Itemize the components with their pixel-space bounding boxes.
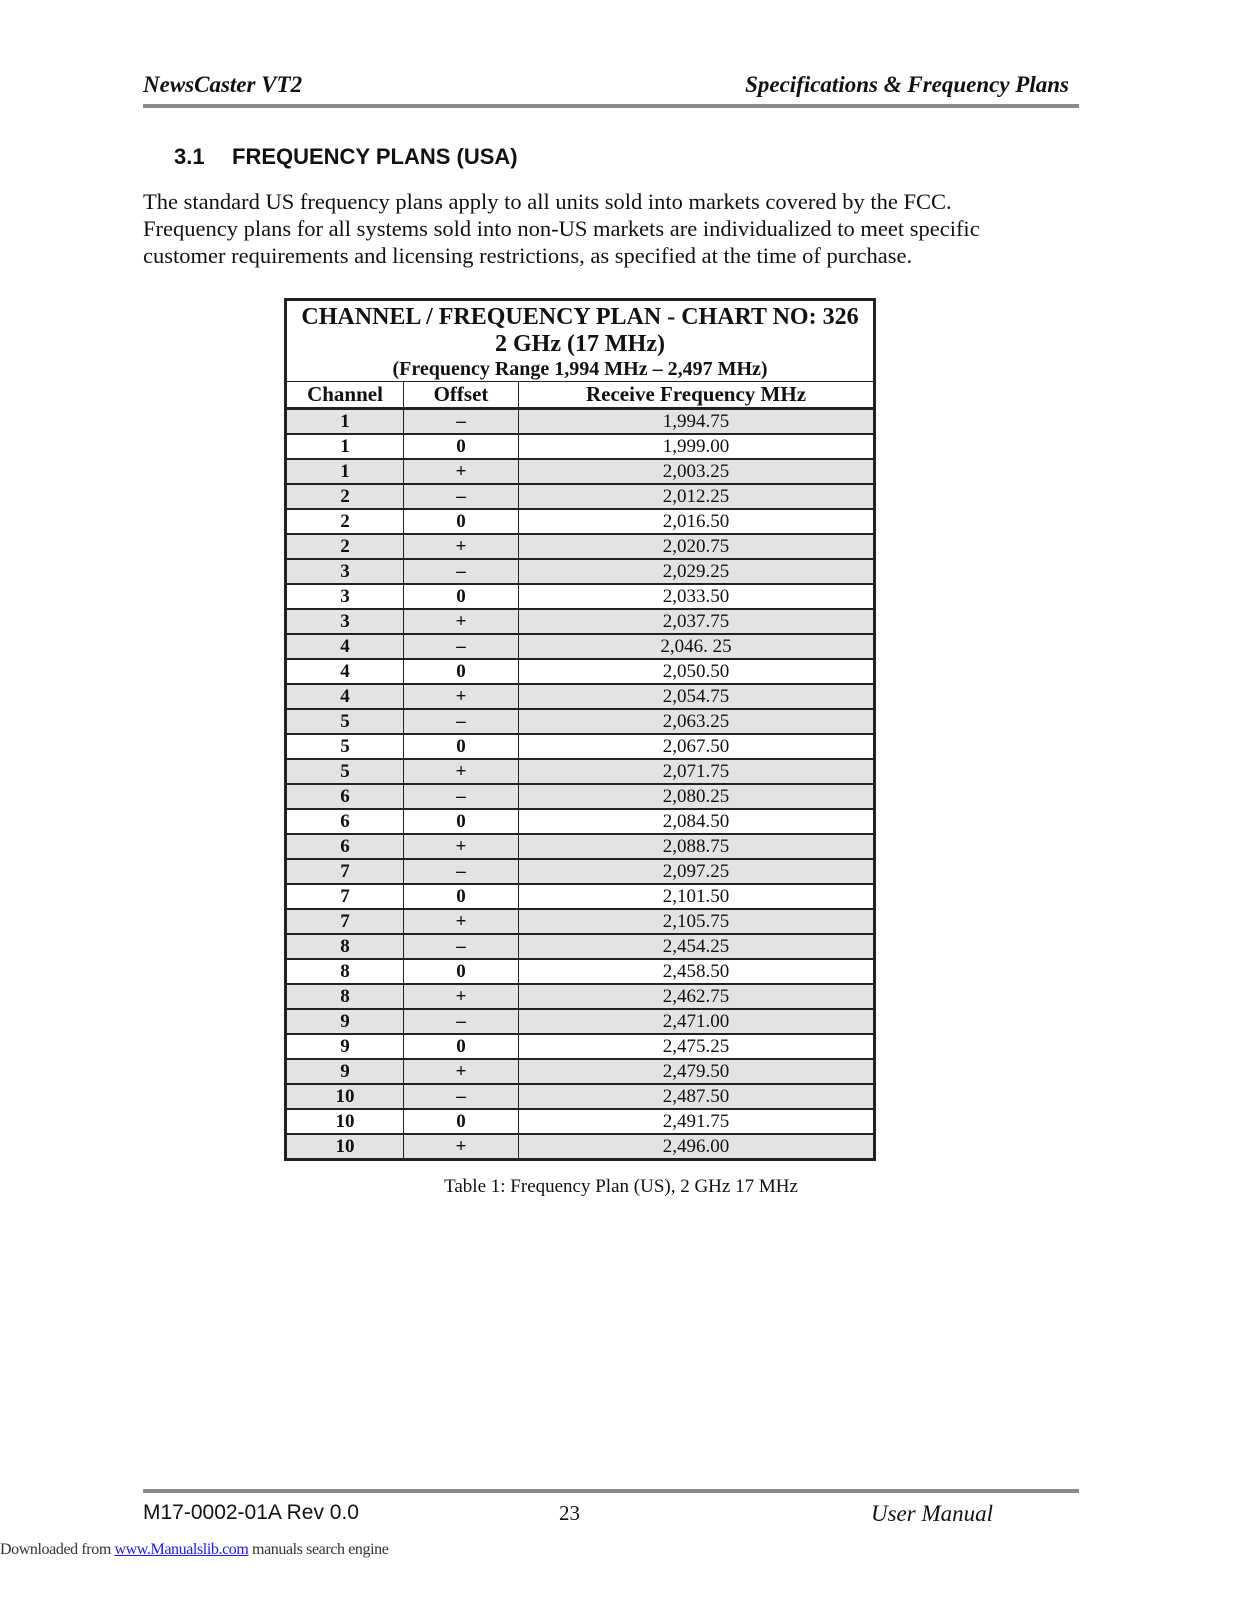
- cell-channel: 6: [286, 809, 404, 834]
- cell-receive-frequency: 2,475.25: [519, 1034, 875, 1059]
- cell-receive-frequency: 2,080.25: [519, 784, 875, 809]
- table-row: [286, 409, 875, 435]
- table-row: [286, 534, 875, 559]
- cell-offset: 0: [404, 1109, 519, 1134]
- cell-channel: 10: [286, 1109, 404, 1134]
- cell-receive-frequency: 2,487.50: [519, 1084, 875, 1109]
- cell-channel: 3: [286, 584, 404, 609]
- footer-document-type: User Manual: [871, 1501, 994, 1526]
- cell-offset: 0: [404, 659, 519, 684]
- cell-receive-frequency: 2,012.25: [519, 484, 875, 509]
- table-subtitle: 2 GHz (17 MHz): [495, 331, 665, 357]
- cell-offset: 0: [404, 959, 519, 984]
- cell-offset: +: [404, 609, 519, 634]
- intro-line: customer requirements and licensing restrictions, as specified at the time of purchase.: [143, 243, 913, 268]
- cell-offset: –: [404, 409, 519, 435]
- cell-channel: 8: [286, 959, 404, 984]
- cell-receive-frequency: 2,084.50: [519, 809, 875, 834]
- cell-offset: 0: [404, 884, 519, 909]
- table-frequency-range: (Frequency Range 1,994 MHz – 2,497 MHz): [392, 358, 768, 380]
- cell-receive-frequency: 2,458.50: [519, 959, 875, 984]
- cell-channel: 1: [286, 434, 404, 459]
- download-note-prefix: Downloaded from: [0, 1541, 115, 1558]
- table-body: [286, 409, 875, 1160]
- cell-channel: 1: [286, 459, 404, 484]
- cell-channel: 2: [286, 534, 404, 559]
- table-row: [286, 1134, 875, 1160]
- table-row: [286, 609, 875, 634]
- section-heading: [174, 144, 518, 170]
- page-footer: [143, 1489, 1079, 1543]
- cell-receive-frequency: 2,037.75: [519, 609, 875, 634]
- cell-receive-frequency: 2,020.75: [519, 534, 875, 559]
- table-row: [286, 959, 875, 984]
- cell-offset: –: [404, 784, 519, 809]
- table-row: [286, 634, 875, 659]
- download-note-suffix: manuals search engine: [248, 1541, 389, 1558]
- cell-receive-frequency: 2,016.50: [519, 509, 875, 534]
- intro-paragraph: [143, 188, 1083, 269]
- cell-offset: +: [404, 459, 519, 484]
- cell-offset: 0: [404, 809, 519, 834]
- cell-channel: 7: [286, 859, 404, 884]
- cell-offset: –: [404, 859, 519, 884]
- cell-channel: 2: [286, 484, 404, 509]
- cell-receive-frequency: 2,029.25: [519, 559, 875, 584]
- table-row: [286, 584, 875, 609]
- cell-channel: 8: [286, 934, 404, 959]
- cell-receive-frequency: 2,101.50: [519, 884, 875, 909]
- table-row: [286, 734, 875, 759]
- table-row: [286, 459, 875, 484]
- table-row: [286, 434, 875, 459]
- table-row: [286, 834, 875, 859]
- cell-channel: 5: [286, 759, 404, 784]
- table-row: [286, 1109, 875, 1134]
- table-title: CHANNEL / FREQUENCY PLAN - CHART NO: 326: [301, 304, 859, 330]
- cell-channel: 7: [286, 884, 404, 909]
- cell-receive-frequency: 2,471.00: [519, 1009, 875, 1034]
- cell-offset: +: [404, 984, 519, 1009]
- cell-offset: 0: [404, 584, 519, 609]
- cell-receive-frequency: 2,496.00: [519, 1134, 875, 1160]
- section-title: FREQUENCY PLANS (USA): [232, 144, 518, 169]
- table-row: [286, 934, 875, 959]
- table-row: [286, 884, 875, 909]
- cell-offset: +: [404, 834, 519, 859]
- cell-receive-frequency: 2,033.50: [519, 584, 875, 609]
- download-note: [0, 1541, 388, 1559]
- table-row: [286, 709, 875, 734]
- table-row: [286, 1009, 875, 1034]
- cell-channel: 5: [286, 734, 404, 759]
- cell-offset: 0: [404, 1034, 519, 1059]
- intro-line: The standard US frequency plans apply to all units sold into markets covered by the FCC.: [143, 189, 952, 214]
- cell-channel: 9: [286, 1059, 404, 1084]
- cell-receive-frequency: 2,479.50: [519, 1059, 875, 1084]
- intro-line: Frequency plans for all systems sold into non-US markets are individualized to meet specific: [143, 216, 980, 241]
- cell-channel: 8: [286, 984, 404, 1009]
- cell-channel: 6: [286, 784, 404, 809]
- cell-channel: 7: [286, 909, 404, 934]
- table-row: [286, 809, 875, 834]
- cell-channel: 10: [286, 1134, 404, 1160]
- table-row: [286, 1059, 875, 1084]
- cell-channel: 4: [286, 659, 404, 684]
- frequency-plan-table: [284, 298, 876, 1161]
- section-number: 3.1: [174, 144, 205, 169]
- cell-receive-frequency: 2,046. 25: [519, 634, 875, 659]
- page-header: [143, 70, 1079, 108]
- cell-offset: +: [404, 534, 519, 559]
- table-row: [286, 759, 875, 784]
- column-header-channel: Channel: [286, 382, 404, 409]
- cell-receive-frequency: 2,105.75: [519, 909, 875, 934]
- table-row: [286, 1084, 875, 1109]
- header-section-name: Specifications & Frequency Plans: [745, 72, 1069, 97]
- column-header-receive-frequency: Receive Frequency MHz: [519, 382, 875, 409]
- cell-channel: 1: [286, 409, 404, 435]
- cell-channel: 4: [286, 634, 404, 659]
- cell-offset: –: [404, 559, 519, 584]
- table-title-cell: [286, 300, 875, 382]
- cell-channel: 9: [286, 1034, 404, 1059]
- cell-offset: –: [404, 709, 519, 734]
- table-row: [286, 984, 875, 1009]
- cell-channel: 4: [286, 684, 404, 709]
- cell-receive-frequency: 1,994.75: [519, 409, 875, 435]
- cell-offset: +: [404, 759, 519, 784]
- table-row: [286, 909, 875, 934]
- table-caption: Table 1: Frequency Plan (US), 2 GHz 17 MHz: [444, 1176, 798, 1197]
- table-row: [286, 484, 875, 509]
- cell-channel: 2: [286, 509, 404, 534]
- cell-channel: 9: [286, 1009, 404, 1034]
- table-row: [286, 784, 875, 809]
- cell-offset: +: [404, 1134, 519, 1160]
- cell-channel: 10: [286, 1084, 404, 1109]
- cell-receive-frequency: 2,067.50: [519, 734, 875, 759]
- column-header-offset: Offset: [404, 382, 519, 409]
- cell-offset: +: [404, 909, 519, 934]
- cell-receive-frequency: 2,063.25: [519, 709, 875, 734]
- header-product-name: NewsCaster VT2: [143, 72, 303, 97]
- cell-offset: 0: [404, 734, 519, 759]
- cell-receive-frequency: 1,999.00: [519, 434, 875, 459]
- cell-receive-frequency: 2,454.25: [519, 934, 875, 959]
- table-row: [286, 859, 875, 884]
- cell-receive-frequency: 2,071.75: [519, 759, 875, 784]
- table-row: [286, 559, 875, 584]
- cell-offset: –: [404, 484, 519, 509]
- cell-receive-frequency: 2,003.25: [519, 459, 875, 484]
- manualslib-link[interactable]: www.Manualslib.com: [114, 1541, 249, 1558]
- table-row: [286, 509, 875, 534]
- cell-offset: –: [404, 1009, 519, 1034]
- cell-receive-frequency: 2,462.75: [519, 984, 875, 1009]
- cell-receive-frequency: 2,097.25: [519, 859, 875, 884]
- table-row: [286, 684, 875, 709]
- cell-channel: 6: [286, 834, 404, 859]
- cell-offset: +: [404, 684, 519, 709]
- table-row: [286, 1034, 875, 1059]
- footer-document-id: M17-0002-01A Rev 0.0: [143, 1501, 359, 1524]
- cell-offset: –: [404, 934, 519, 959]
- cell-offset: 0: [404, 509, 519, 534]
- cell-receive-frequency: 2,491.75: [519, 1109, 875, 1134]
- cell-offset: –: [404, 634, 519, 659]
- cell-offset: 0: [404, 434, 519, 459]
- cell-channel: 5: [286, 709, 404, 734]
- cell-offset: –: [404, 1084, 519, 1109]
- footer-page-number: 23: [559, 1501, 580, 1525]
- cell-receive-frequency: 2,054.75: [519, 684, 875, 709]
- cell-channel: 3: [286, 609, 404, 634]
- cell-receive-frequency: 2,088.75: [519, 834, 875, 859]
- cell-offset: +: [404, 1059, 519, 1084]
- cell-receive-frequency: 2,050.50: [519, 659, 875, 684]
- table-row: [286, 659, 875, 684]
- cell-channel: 3: [286, 559, 404, 584]
